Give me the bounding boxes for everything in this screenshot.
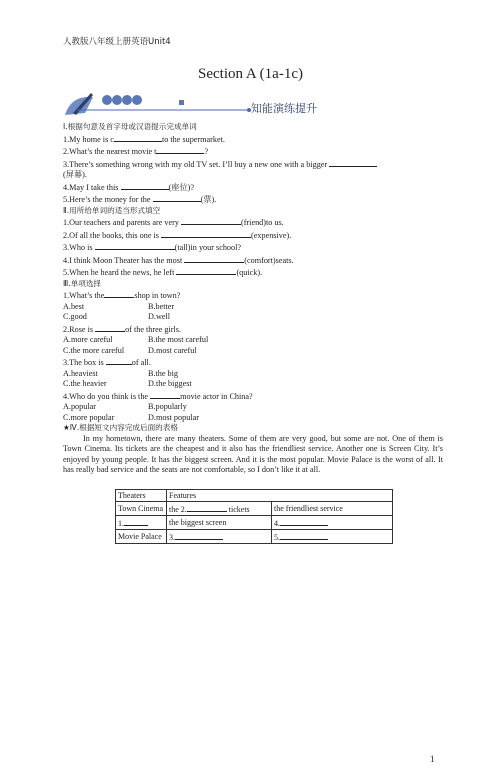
option-d[interactable]: D.well: [148, 312, 171, 321]
option-c[interactable]: C.the more careful: [63, 345, 125, 355]
page-number: 1: [430, 754, 435, 764]
answer-blank[interactable]: [95, 241, 175, 250]
answer-blank[interactable]: [121, 181, 169, 190]
answer-blank[interactable]: [114, 133, 162, 142]
table-row: [116, 516, 393, 530]
option-c[interactable]: C.more popular: [63, 412, 115, 422]
option-a[interactable]: A.popular: [63, 402, 96, 411]
section-heading: ★Ⅳ.根据短文内容完成后面的表格: [63, 423, 178, 432]
banner-label: 知能演练提升: [251, 102, 317, 115]
exercise-body: [63, 122, 443, 476]
question-line: 3.Who is (tall)in your school?: [63, 243, 242, 252]
table-cell: Movie Palace: [116, 530, 167, 544]
question-line: (屏幕).: [63, 170, 87, 179]
table-cell: Town Cinema: [116, 502, 167, 516]
question-line: 1.Our teachers and parents are very (friend)to us.: [63, 218, 284, 227]
table-cell: the friendliest service: [272, 502, 393, 516]
question-line: 1.What’s the shop in town?: [63, 291, 181, 300]
option-c[interactable]: C.good: [63, 312, 87, 321]
option-b[interactable]: B.the big: [148, 368, 179, 378]
question-line: 3.There’s something wrong with my old TV set. I’ll buy a new one with a bigger: [63, 158, 443, 171]
answer-blank[interactable]: [161, 229, 251, 238]
option-row: [63, 335, 443, 346]
answer-blank[interactable]: [184, 254, 244, 263]
option-d[interactable]: D.the biggest: [148, 379, 192, 388]
dot-icon: [102, 95, 112, 105]
question-line: 2.What’s the nearest movie t ?: [63, 147, 209, 156]
question-line: 2.Rose is of the three girls.: [63, 324, 182, 334]
document-header: 人教版八年级上册英语Unit4: [63, 37, 171, 47]
section-title: Section A (1a-1c): [198, 66, 303, 82]
answer-blank[interactable]: [280, 517, 328, 526]
option-row: [63, 402, 443, 413]
answer-blank[interactable]: [156, 145, 204, 154]
answer-blank[interactable]: [104, 289, 134, 298]
table-cell: 3.: [167, 530, 272, 544]
question-line: 4.May I take this (座位)?: [63, 182, 194, 192]
features-table: [115, 489, 393, 544]
answer-blank[interactable]: [150, 390, 180, 399]
table-cell: 1.: [116, 516, 167, 530]
option-b[interactable]: B.better: [148, 301, 175, 311]
option-row: [63, 413, 443, 424]
answer-blank[interactable]: [280, 531, 328, 540]
question-line: 4.I think Moon Theater has the most (comfort)seats.: [63, 255, 294, 265]
dot-icon: [112, 95, 122, 105]
option-row: [63, 369, 443, 380]
option-d[interactable]: D.most popular: [148, 412, 199, 422]
question-line: 3.The box is of all.: [63, 358, 151, 367]
table-row: [116, 490, 393, 502]
answer-blank[interactable]: [95, 323, 125, 332]
table-header: Features: [167, 490, 393, 502]
table-header: Theaters: [116, 490, 167, 502]
option-a[interactable]: A.heaviest: [63, 368, 98, 378]
section-heading: Ⅰ.根据句意及首字母或汉语提示完成单词: [63, 122, 197, 131]
answer-blank[interactable]: [181, 216, 241, 225]
option-row: [63, 379, 443, 390]
answer-blank[interactable]: [329, 158, 377, 167]
table-cell: 5.: [272, 530, 393, 544]
dot-icon: [122, 95, 132, 105]
question-line: 4.Who do you think is the movie actor in China?: [63, 391, 253, 401]
table-cell: the 2. tickets: [167, 502, 272, 516]
option-row: [63, 346, 443, 357]
question-line: 2.Of all the books, this one is (expensive).: [63, 230, 292, 240]
section-heading: Ⅱ.用所给单词的适当形式填空: [63, 205, 161, 215]
option-row: [63, 312, 443, 323]
answer-blank[interactable]: [176, 266, 236, 275]
table-row: [116, 530, 393, 544]
option-a[interactable]: A.more careful: [63, 335, 113, 344]
square-icon: [179, 100, 184, 105]
question-line: 5.Here’s the money for the (票).: [63, 195, 217, 204]
answer-blank[interactable]: [187, 503, 227, 512]
answer-blank[interactable]: [124, 517, 148, 526]
option-a[interactable]: A.best: [63, 301, 85, 311]
question-line: 1.My home is c to the supermarket.: [63, 134, 225, 144]
answer-blank[interactable]: [153, 193, 201, 202]
table-row: [116, 502, 393, 516]
option-b[interactable]: B.popularly: [148, 402, 187, 411]
option-d[interactable]: D.most careful: [148, 345, 197, 355]
section-heading: Ⅲ.单项选择: [63, 278, 102, 288]
answer-blank[interactable]: [175, 531, 223, 540]
banner-decoration: [63, 91, 363, 121]
question-line: 5.When he heard the news, he left (quick).: [63, 268, 263, 277]
answer-blank[interactable]: [106, 356, 132, 365]
option-row: [63, 302, 443, 313]
table-cell: the biggest screen: [167, 516, 272, 530]
table-cell: 4.: [272, 516, 393, 530]
dot-icon: [132, 95, 142, 105]
reading-passage: In my hometown, there are many theaters. Some of them are very good, but some are not. One of them is Town Cinema. Its tickets are the cheapest and it also has the friendliest service. Another one is Screen City. It’s enjoyed by young people. It has the biggest screen. And it is the most popular. Movie Palace is the worst of all. It has really bad service and the seats are not comfortable, so I don’t like it at all.: [63, 433, 443, 474]
option-c[interactable]: C.the heavier: [63, 379, 107, 388]
option-b[interactable]: B.the most careful: [148, 335, 209, 344]
